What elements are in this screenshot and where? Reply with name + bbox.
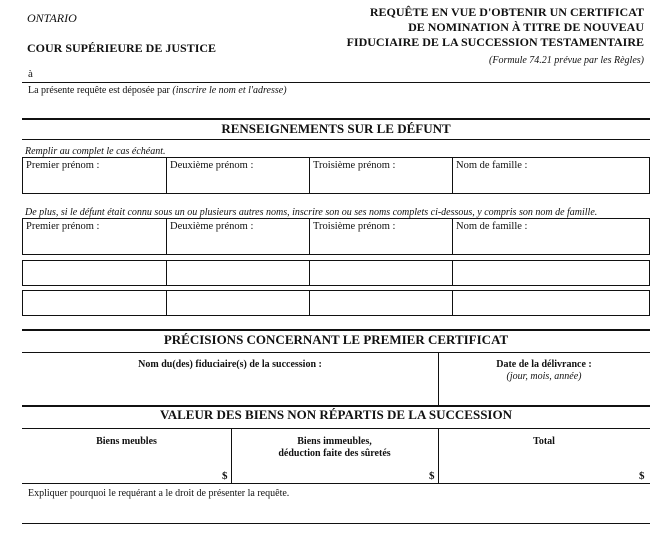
alias-surname-label: Nom de famille : [456,221,528,232]
alias-first-name-label: Premier prénom : [26,221,100,232]
filed-by-line [28,85,287,96]
alias-surname-field[interactable] [453,233,649,254]
explanation-field[interactable] [22,502,650,522]
other-names-note: De plus, si le défunt était connu sous un ou plusieurs autres noms, inscrire son ou ses noms complets ci-dessous, y compris son nom de famille. [25,207,598,218]
movables-amount-field[interactable] [23,460,223,482]
alias-third-name-label: Troisième prénom : [313,221,396,232]
section-rule [22,139,650,140]
form-title-line1: REQUÊTE EN VUE D'OBTENIR UN CERTIFICAT [369,5,644,19]
explanation-line [22,523,650,524]
alias2-third-name-field[interactable] [310,261,451,285]
province-label: ONTARIO [27,11,77,25]
section-rule [22,483,650,484]
immovables-currency: $ [429,470,435,482]
total-label: Total [533,436,555,447]
explanation-label: Expliquer pourquoi le requérant a le droit de présenter la requête. [28,488,290,499]
alias3-third-name-field[interactable] [310,291,451,315]
surname-field[interactable] [453,172,649,193]
form-title [304,5,644,50]
alias2-surname-field[interactable] [453,261,649,285]
filed-by-label: La présente requête est déposée par [28,85,170,96]
first-name-field[interactable] [23,172,165,193]
alias3-surname-field[interactable] [453,291,649,315]
form-title-line3: FIDUCIAIRE DE LA SUCCESSION TESTAMENTAIRE [346,35,644,49]
section-rule [22,428,650,429]
section-rule [22,329,650,331]
issue-date-label: Date de la délivrance : [496,359,592,370]
alias-second-name-label: Deuxième prénom : [170,221,254,232]
total-amount-field[interactable] [439,460,642,482]
alias2-first-name-field[interactable] [23,261,165,285]
filed-by-hint: (inscrire le nom et l'adresse) [172,85,287,96]
third-name-field[interactable] [310,172,451,193]
deceased-heading: RENSEIGNEMENTS SUR LE DÉFUNT [221,121,451,136]
total-currency: $ [639,470,645,482]
a-label: à [28,68,33,80]
alias-first-name-field[interactable] [23,233,165,254]
alias2-second-name-field[interactable] [167,261,308,285]
movables-currency: $ [222,470,228,482]
court-name: COUR SUPÉRIEURE DE JUSTICE [27,41,217,55]
form-title-line2: DE NOMINATION À TITRE DE NOUVEAU [408,20,644,34]
trustees-field[interactable] [23,373,437,404]
first-certificate-heading: PRÉCISIONS CONCERNANT LE PREMIER CERTIFICAT [163,332,509,347]
second-name-field[interactable] [167,172,308,193]
immovables-amount-field[interactable] [232,460,430,482]
estate-value-heading: VALEUR DES BIENS NON RÉPARTIS DE LA SUCCESSION [160,407,512,422]
second-name-label: Deuxième prénom : [170,160,254,171]
surname-label: Nom de famille : [456,160,528,171]
issue-date-field[interactable] [439,384,649,404]
section-rule [22,118,650,120]
immovables-label [231,436,438,460]
trustees-label: Nom du(des) fiduciaire(s) de la succession : [138,359,322,370]
form-reference: (Formule 74.21 prévue par les Règles) [489,55,644,66]
immovables-label-line2: déduction faite des sûretés [278,448,391,459]
filed-by-field[interactable] [22,100,650,118]
alias-third-name-field[interactable] [310,233,451,254]
movables-label: Biens meubles [96,436,157,447]
third-name-label: Troisième prénom : [313,160,396,171]
immovables-label-line1: Biens immeubles, [297,436,372,447]
issue-date-hint: (jour, mois, année) [506,371,582,382]
alias3-first-name-field[interactable] [23,291,165,315]
section-rule [22,352,650,353]
court-location-line[interactable] [22,82,650,83]
first-name-label: Premier prénom : [26,160,100,171]
fill-note: Remplir au complet le cas échéant. [25,146,166,157]
alias3-second-name-field[interactable] [167,291,308,315]
alias-second-name-field[interactable] [167,233,308,254]
